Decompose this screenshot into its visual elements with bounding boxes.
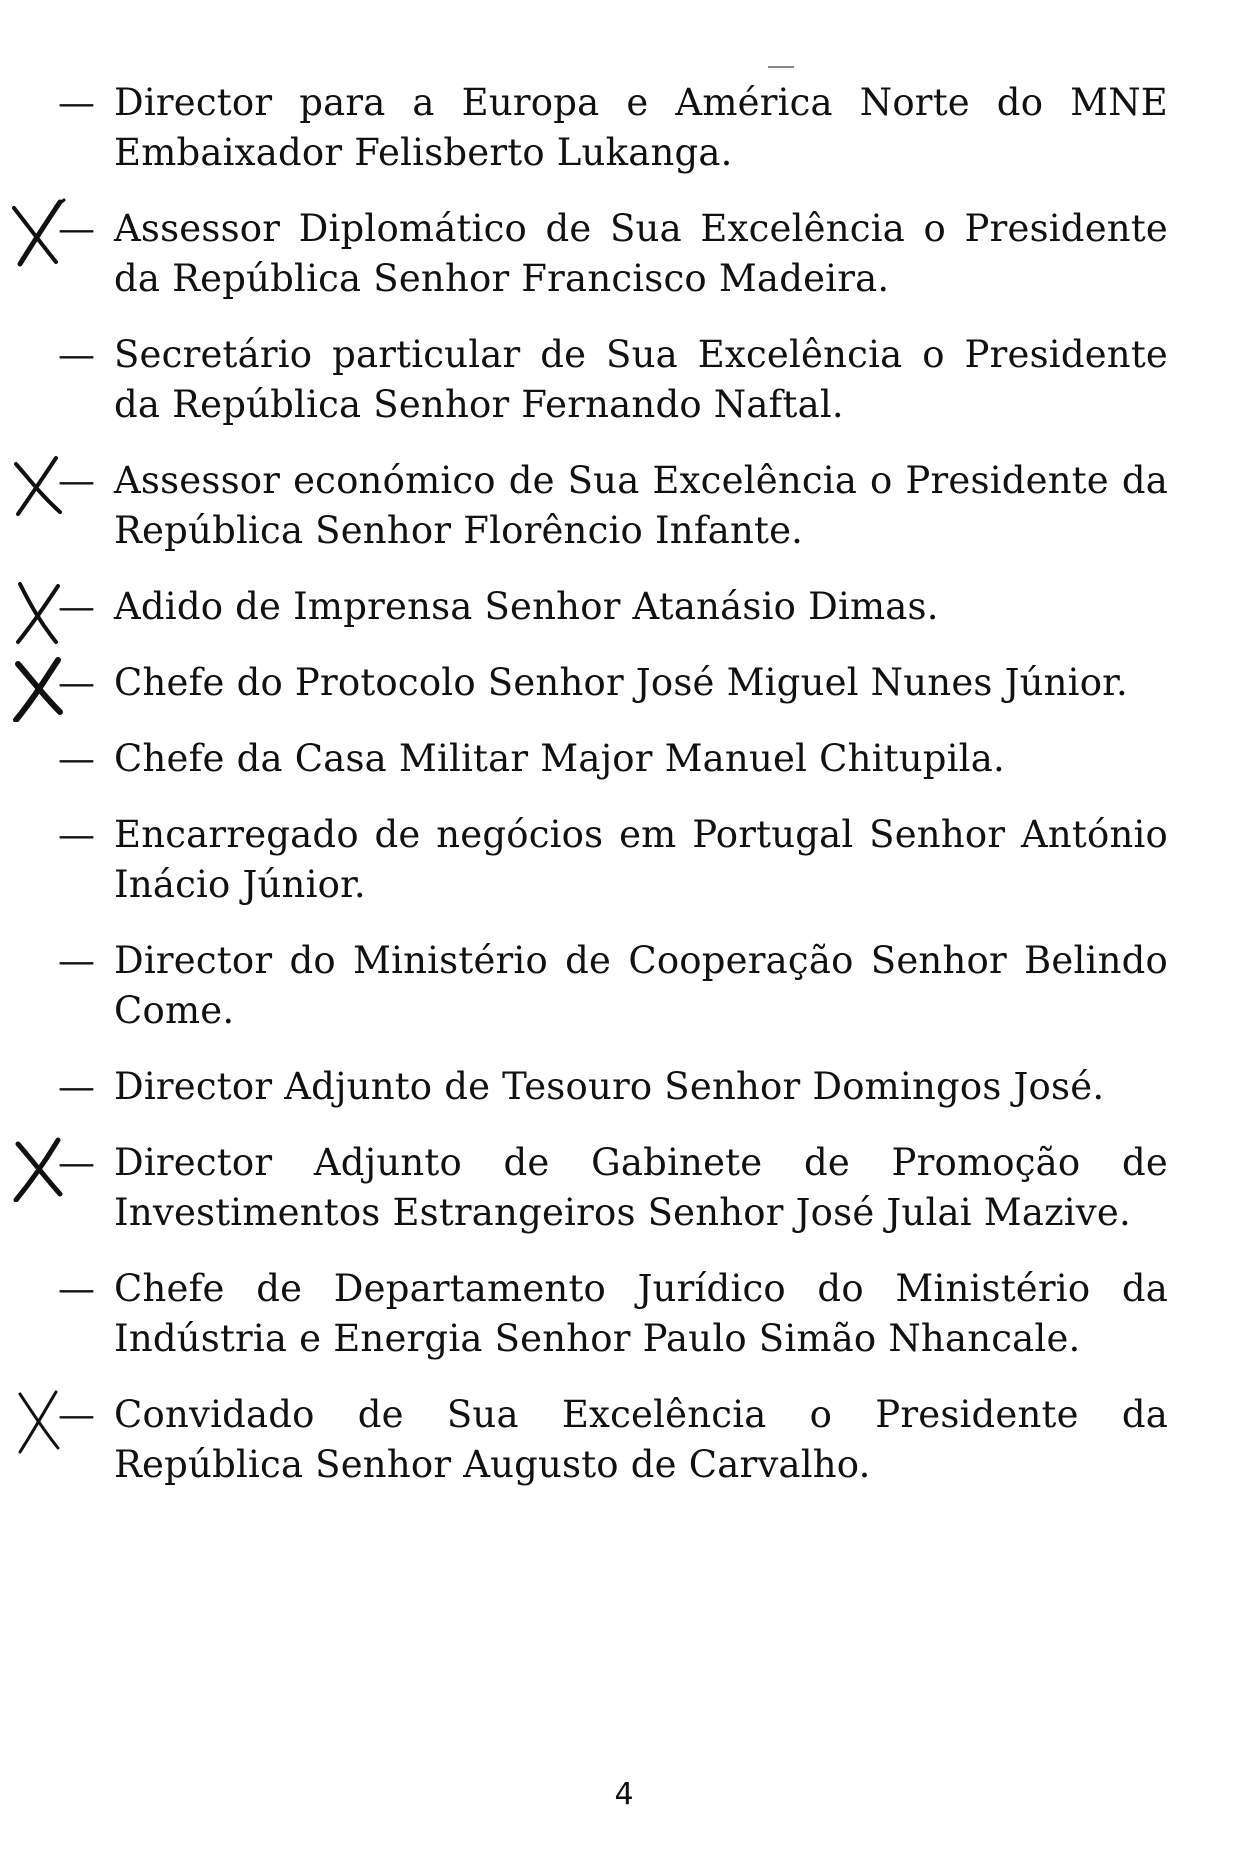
entry-dash: — xyxy=(58,813,95,856)
entry-text: Chefe de Departamento Jurídico do Ministério da Indústria e Energia Senhor Paulo Simão Nhancale. xyxy=(114,1267,1168,1360)
entry-dash: — xyxy=(58,1065,95,1108)
stray-pen-mark xyxy=(768,66,794,68)
entry-dash: — xyxy=(58,737,95,780)
list-item xyxy=(0,1264,1248,1364)
entry-text: Chefe da Casa Militar Major Manuel Chitupila. xyxy=(114,737,1005,780)
list-item xyxy=(0,1138,1248,1238)
handwritten-x-icon xyxy=(6,198,68,268)
handwritten-x-icon xyxy=(6,576,68,646)
list-item xyxy=(0,456,1248,556)
entry-dash: — xyxy=(58,81,95,124)
attendee-list xyxy=(0,78,1248,1516)
list-item xyxy=(0,734,1248,784)
entry-text: Director do Ministério de Cooperação Senhor Belindo Come. xyxy=(114,939,1168,1032)
entry-dash: — xyxy=(58,1393,95,1436)
entry-dash: — xyxy=(58,661,95,704)
list-item xyxy=(0,658,1248,708)
entry-dash: — xyxy=(58,333,95,376)
list-item xyxy=(0,1390,1248,1490)
handwritten-x-icon xyxy=(6,1384,68,1454)
entry-text: Assessor Diplomático de Sua Excelência o Presidente da República Senhor Francisco Madeira. xyxy=(114,207,1168,300)
entry-text: Assessor económico de Sua Excelência o Presidente da República Senhor Florêncio Infante. xyxy=(114,459,1168,552)
entry-dash: — xyxy=(58,1141,95,1184)
list-item xyxy=(0,204,1248,304)
entry-dash: — xyxy=(58,207,95,250)
list-item xyxy=(0,330,1248,430)
entry-text: Encarregado de negócios em Portugal Senhor António Inácio Júnior. xyxy=(114,813,1168,906)
entry-text: Director para a Europa e América Norte do MNE Embaixador Felisberto Lukanga. xyxy=(114,81,1168,174)
handwritten-x-icon xyxy=(6,1132,68,1202)
entry-text: Director Adjunto de Tesouro Senhor Domingos José. xyxy=(114,1065,1105,1108)
list-item xyxy=(0,810,1248,910)
entry-dash: — xyxy=(58,459,95,502)
entry-text: Convidado de Sua Excelência o Presidente da República Senhor Augusto de Carvalho. xyxy=(114,1393,1168,1486)
page-number: 4 xyxy=(614,1777,634,1812)
handwritten-x-icon xyxy=(6,652,68,722)
entry-text: Director Adjunto de Gabinete de Promoção de Investimentos Estrangeiros Senhor José Julai Mazive. xyxy=(114,1141,1168,1234)
entry-dash: — xyxy=(58,1267,95,1310)
entry-dash: — xyxy=(58,585,95,628)
handwritten-x-icon xyxy=(6,450,68,520)
list-item xyxy=(0,1062,1248,1112)
list-item xyxy=(0,78,1248,178)
entry-text: Chefe do Protocolo Senhor José Miguel Nunes Júnior. xyxy=(114,661,1128,704)
list-item xyxy=(0,936,1248,1036)
entry-text: Adido de Imprensa Senhor Atanásio Dimas. xyxy=(114,585,939,628)
entry-text: Secretário particular de Sua Excelência o Presidente da República Senhor Fernando Naftal. xyxy=(114,333,1168,426)
list-item xyxy=(0,582,1248,632)
entry-dash: — xyxy=(58,939,95,982)
